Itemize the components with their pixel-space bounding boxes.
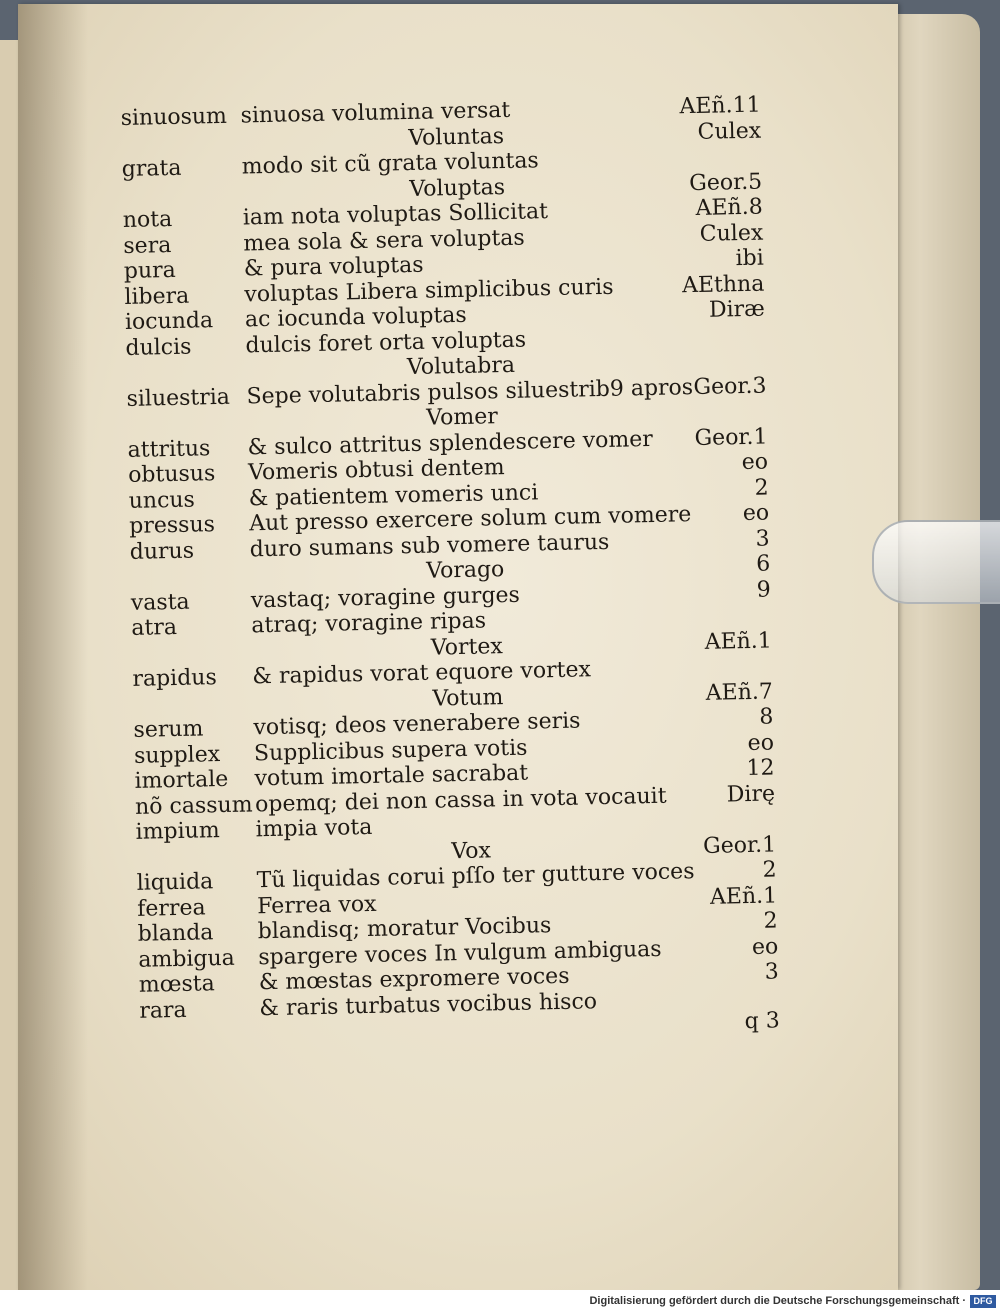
source-reference: Culex [697, 118, 762, 145]
source-reference: eo [747, 729, 775, 756]
headword: imortale [134, 766, 229, 794]
source-reference: 6 [755, 551, 771, 577]
lemma-heading: Vox [451, 837, 492, 864]
dfg-logo: DFG [970, 1295, 996, 1308]
headword: durus [129, 538, 195, 565]
source-reference: Geor.1 [702, 831, 777, 859]
quotation: Supplicibus supera votis [253, 735, 528, 766]
quotation: & pura voluptas [243, 252, 424, 282]
source-reference: 12 [746, 755, 775, 782]
dictionary-text [120, 72, 780, 1045]
headword: rapidus [132, 665, 217, 692]
lemma-heading: Votum [432, 684, 504, 712]
headword: nõ cassum [134, 791, 253, 820]
lemma-heading: Voluptas [409, 174, 506, 202]
headword: sera [123, 232, 172, 259]
quotation: Aut presso exercere solum cum vomere [248, 502, 692, 537]
headword: ferrea [136, 894, 206, 922]
headword: liquida [136, 869, 214, 896]
source-reference: Geor.5 [688, 169, 763, 196]
headword: dulcis [125, 334, 192, 361]
footer-bar [0, 1292, 1000, 1312]
quotation: Vomeris obtusi dentem [247, 455, 505, 486]
plastic-tab-clip [872, 520, 1000, 604]
headword: ambigua [138, 945, 236, 973]
headword: pura [123, 257, 177, 284]
headword: serum [133, 716, 204, 743]
headword: siluestria [126, 384, 231, 412]
source-reference: 3 [755, 525, 770, 552]
gutter-shadow [18, 4, 88, 1290]
headword: pressus [128, 512, 216, 539]
headword: attritus [127, 435, 211, 463]
source-reference: Dirę [726, 780, 776, 807]
source-reference: Culex [699, 220, 764, 247]
quotation: & patientem vomeris unci [248, 479, 539, 511]
quotation: opemq; dei non cassa in vota vocauit [254, 783, 667, 817]
headword: mœsta [138, 971, 215, 998]
source-reference: 2 [763, 908, 778, 934]
quotation: Tũ liquidas corui pſſo ter gutture voces [256, 859, 695, 894]
quotation: & raris turbatus vocibus hisco [259, 988, 598, 1021]
quotation: dulcis foret orta voluptas [245, 327, 527, 358]
quotation: voluptas Libera simplicibus curis [244, 274, 614, 307]
source-reference: eo [751, 933, 779, 960]
quotation: votum imortale sacrabat [254, 760, 529, 792]
footer-credit: Digitalisierung gefördert durch die Deutsche Forschungsgemeinschaft · [589, 1295, 966, 1307]
source-reference: AEthna [681, 271, 765, 298]
source-reference: 2 [754, 475, 769, 501]
headword: iocunda [124, 308, 214, 335]
lemma-heading: Vorago [425, 557, 505, 584]
headword: sinuosum [120, 103, 228, 131]
headword: obtusus [127, 461, 216, 488]
source-reference: AEñ.1 [709, 882, 778, 910]
quotation: blandisq; moratur Vocibus [257, 913, 552, 945]
headword: rara [139, 997, 187, 1024]
headword: vasta [130, 589, 190, 616]
lemma-heading: Volutabra [406, 352, 516, 381]
source-reference: eo [742, 500, 770, 527]
headword: uncus [128, 487, 196, 514]
lemma-heading: Vortex [430, 633, 504, 661]
quotation: & sulco attritus splendescere vomer [247, 426, 654, 460]
headword: nota [122, 206, 173, 233]
headword: impium [135, 818, 220, 845]
quotation: ac iocunda voluptas [244, 302, 467, 333]
quotation: sinuosa volumina versat [240, 97, 511, 129]
quotation: & mœstas expromere voces [258, 963, 570, 996]
source-reference: Diræ [708, 296, 766, 323]
quotation: impia vota [255, 814, 373, 843]
source-reference: 2 [762, 857, 777, 883]
headword: supplex [133, 741, 221, 769]
lemma-heading: Vomer [426, 404, 499, 431]
quotation: Sepe volutabris pulsos siluestrib9 apros [246, 374, 694, 409]
quotation: modo sit cũ grata voluntas [241, 148, 539, 180]
source-reference: AEñ.8 [695, 194, 763, 221]
source-reference: Geor.1 [694, 424, 768, 451]
quotation: spargere voces In vulgum ambiguas [258, 936, 662, 970]
source-reference: Geor.3 [693, 373, 767, 400]
quotation: mea sola & sera voluptas [243, 225, 525, 256]
source-reference: 8 [759, 704, 774, 730]
quotation: Ferrea vox [256, 891, 377, 919]
lemma-heading: Voluntas [408, 123, 505, 151]
signature-mark: q 3 [744, 1008, 781, 1035]
source-reference: AEñ.7 [705, 678, 774, 706]
headword: libera [124, 283, 190, 310]
headword: atra [131, 614, 178, 641]
source-reference: AEñ.1 [704, 627, 773, 655]
quotation: & rapidus vorat equore vortex [252, 657, 592, 690]
quotation: atraq; voragine ripas [251, 608, 487, 639]
headword: grata [121, 155, 182, 182]
source-reference: ibi [735, 245, 765, 272]
source-reference: 9 [756, 576, 771, 603]
headword: blanda [137, 920, 214, 947]
quotation: vastaq; voragine gurges [250, 582, 521, 613]
quotation: votisq; deos venerabere seris [253, 708, 581, 741]
source-reference: AEñ.11 [679, 92, 761, 120]
source-reference: eo [741, 449, 769, 476]
quotation: iam nota voluptas Sollicitat [242, 199, 549, 231]
quotation: duro sumans sub vomere taurus [249, 529, 610, 562]
source-reference: 3 [764, 959, 779, 985]
